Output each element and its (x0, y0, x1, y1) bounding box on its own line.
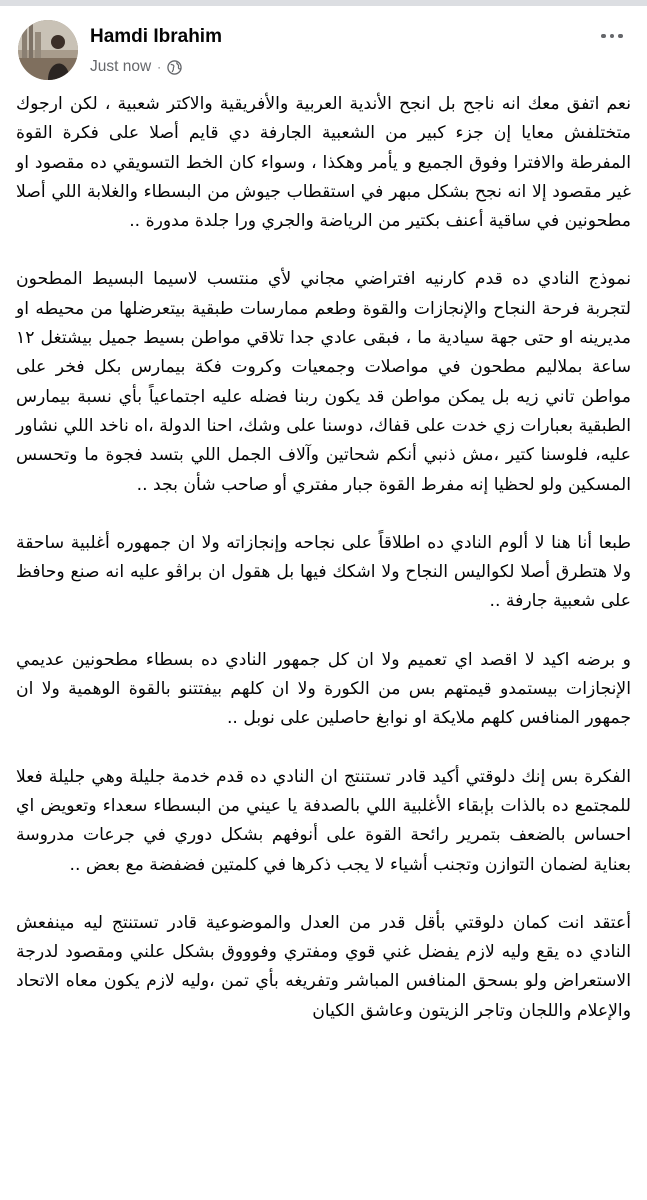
post-meta (90, 56, 182, 78)
post-paragraph-2: نموذج النادي ده قدم كارنيه افتراضي مجاني لأي منتسب لاسيما البسيط المطحون لتجربة فرحة النجاح والإنجازات والقوة وطعم ممارسات طبقية بيتعرضلها من محيطه او مديرينه او حتى جهة سيادية ما ، فبقى عادي جدا تلاقي مواطن بسيط جميل بيشتغل ١٢ ساعة بملاليم مطحون في مواصلات وجمعيات وكروت فكة بيمارس بكل فخر على مواطن تاني زيه بل يمكن مواطن قد يكون ربنا فضله عليه اجتماعياً بأي نسبة بيمارس الطبقية بعبارات زي خدت على قفاك، دوسنا على وشك، احنا الدولة ،اه ناخد اللي نشاور عليه، فلوسنا كتير ،مش ذنبي أنكم شحاتين وآلاف الجمل اللي بتسد فجوة ما وتحسس المسكين ولو لحظيا إنه مفرط القوة جبار مفتري أو صاحب شأن بجد .. (16, 269, 631, 495)
dot (618, 34, 623, 39)
post-body (16, 90, 631, 1026)
post-paragraph-4: و برضه اكيد لا اقصد اي تعميم ولا ان كل جمهور النادي ده بسطاء مطحونين عديمي الإنجازات بيستمدو قيمتهم بس من الكورة ولا ان كلهم بيفتتنو بالقوة الوهمية ولا ان جمهور المنافس كلهم ملايكة او نوابغ حاصلين على نوبل .. (16, 649, 631, 729)
dot (601, 34, 606, 39)
author-name[interactable]: Hamdi Ibrahim (90, 26, 222, 47)
avatar[interactable] (18, 20, 78, 80)
post-paragraph-6: أعتقد انت كمان دلوقتي بأقل قدر من العدل والموضوعية قادر تستنتج ليه مينفعش النادي ده يقع وليه لازم يفضل غني قوي ومفتري وفوووق بشكل علني ومقصود لدرجة الاستعراض ولو بسحق المنافس المباشر وتفريغه بأي تمن ،وليه لازم يكون معاه الاتحاد والإعلام واللجان وتاجر الزيتون وعاشق الكيان (16, 912, 631, 1021)
post-header (18, 20, 629, 82)
window-top-strip (0, 0, 647, 6)
more-options-icon[interactable] (597, 24, 627, 48)
dot (610, 34, 615, 39)
post-paragraph-5: الفكرة بس إنك دلوقتي أكيد قادر تستنتج ان النادي ده قدم خدمة جليلة وهي جليلة فعلا للمجتمع ده بالذات بإبقاء الأغلبية اللي بالصدفة يا عيني من البسطاء سعداء وتعويض اي احساس بالضعف بتمرير رائحة القوة على أنوفهم بشكل دوري في جرعات مدروسة بعناية لضمان التوازن وتجنب أشياء لا يجب ذكرها في كلمتين فضفضة مع بعض .. (16, 766, 631, 875)
post-paragraph-1: نعم اتفق معك انه ناجح بل انجح الأندية العربية والأفريقية والاكتر شعبية ، لكن ارجوك متختلفش معايا إن جزء كبير من الشعبية الجارفة دي قايم أصلا على فكرة القوة المفرطة والافترا وفوق الجميع و يأمر وهكذا ، وسواء كان الخط التسويقي ده مقصود او غير مقصود إلا انه نجح بشكل مبهر في استقطاب جيوش من البسطاء والغلابة اللي أصلا مطحونين في ساقية أعنف بكتير من الرياضة والجري ورا جلدة مدورة .. (16, 94, 631, 232)
meta-separator: · (157, 60, 162, 74)
post-timestamp[interactable]: Just now (90, 58, 152, 75)
post-paragraph-3: طبعا أنا هنا لا ألوم النادي ده اطلاقاً على نجاحه وإنجازاته ولا ان جمهوره أغلبية ساحقة ولا هتطرق أصلا لكواليس النجاح ولا اشكك فيها بل هقول ان براڤو عليه انه صنع وحافظ على شعبية جارفة .. (16, 532, 631, 612)
globe-icon[interactable] (167, 60, 182, 75)
